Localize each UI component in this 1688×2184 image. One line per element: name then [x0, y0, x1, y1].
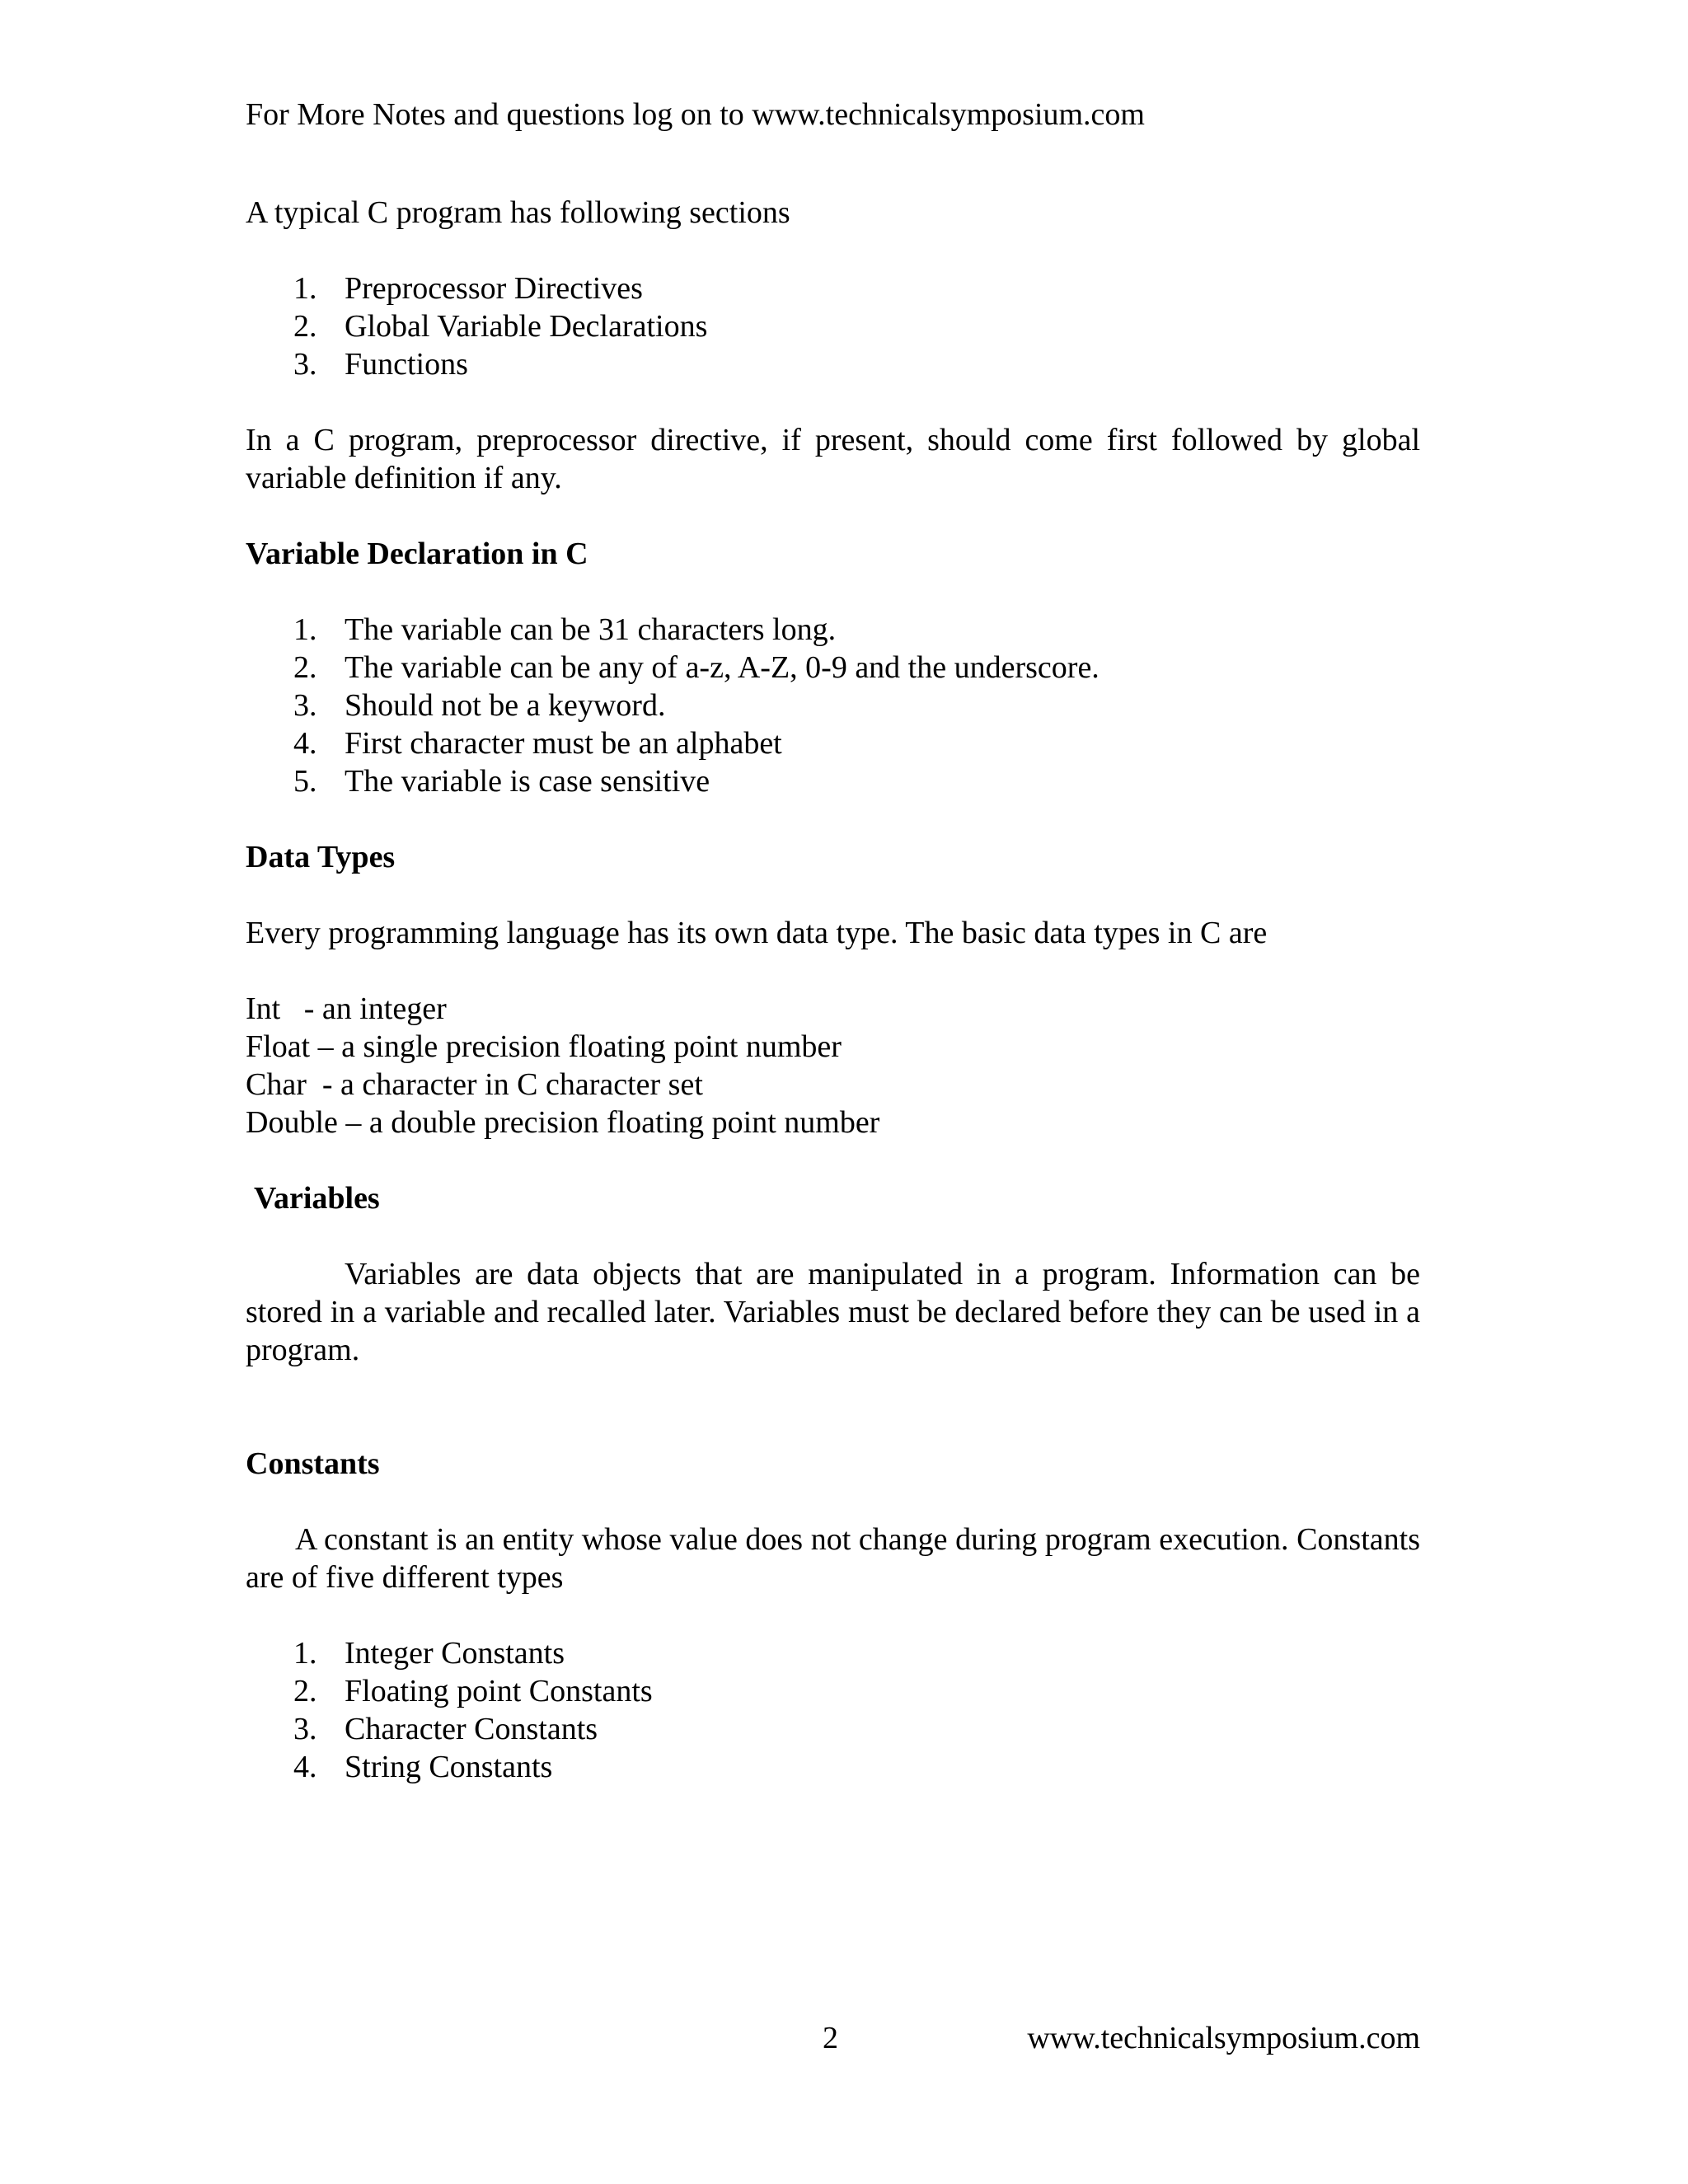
heading-data-types: Data Types [246, 840, 396, 874]
list-item: 1. Preprocessor Directives [293, 271, 643, 306]
constants-paragraph: A constant is an entity whose value does not change during program execution. Constants are of five different types [246, 1522, 1420, 1595]
heading-variable-declaration: Variable Declaration in C [246, 537, 588, 571]
list-item: 1. Integer Constants [293, 1636, 565, 1671]
data-type-float: Float – a single precision floating point number [246, 1029, 842, 1064]
heading-variables: Variables [254, 1181, 380, 1216]
variables-paragraph: Variables are data objects that are manipulated in a program. Information can be stored in a variable and recalled later. Variables must be declared before they can be used in a program. [246, 1257, 1420, 1367]
data-types-lead: Every programming language has its own data type. The basic data types in C are [246, 916, 1268, 950]
list-item: 3. Functions [293, 347, 468, 382]
list-item: 1. The variable can be 31 characters long. [293, 612, 837, 647]
list-item: 4. String Constants [293, 1750, 553, 1784]
list-item: 2. Floating point Constants [293, 1674, 653, 1708]
list-item: 5. The variable is case sensitive [293, 764, 710, 799]
footer-site-link[interactable]: www.technicalsymposium.com [1027, 2021, 1420, 2055]
data-type-double: Double – a double precision floating point number [246, 1105, 880, 1140]
list-item: 2. The variable can be any of a-z, A-Z, 0-9 and the underscore. [293, 650, 1100, 685]
data-type-int: Int - an integer [246, 991, 447, 1026]
data-type-char: Char - a character in C character set [246, 1067, 703, 1102]
list-item: 2. Global Variable Declarations [293, 309, 708, 344]
list-item: 3. Character Constants [293, 1712, 598, 1746]
constant-types-list [246, 1634, 1420, 1786]
header-notice: For More Notes and questions log on to www.technicalsymposium.com [246, 97, 1145, 132]
heading-constants: Constants [246, 1446, 380, 1481]
intro-lead: A typical C program has following sections [246, 195, 790, 230]
data-types-list [246, 990, 1420, 1141]
list-item: 3. Should not be a keyword. [293, 688, 666, 723]
page-content [246, 96, 1420, 1824]
page-number: 2 [823, 2021, 838, 2055]
list-item: 4. First character must be an alphabet [293, 726, 782, 761]
program-sections-list [246, 269, 1420, 383]
variable-rules-list [246, 611, 1420, 800]
intro-note: In a C program, preprocessor directive, if present, should come first followed by global variable definition if any. [246, 423, 1420, 495]
